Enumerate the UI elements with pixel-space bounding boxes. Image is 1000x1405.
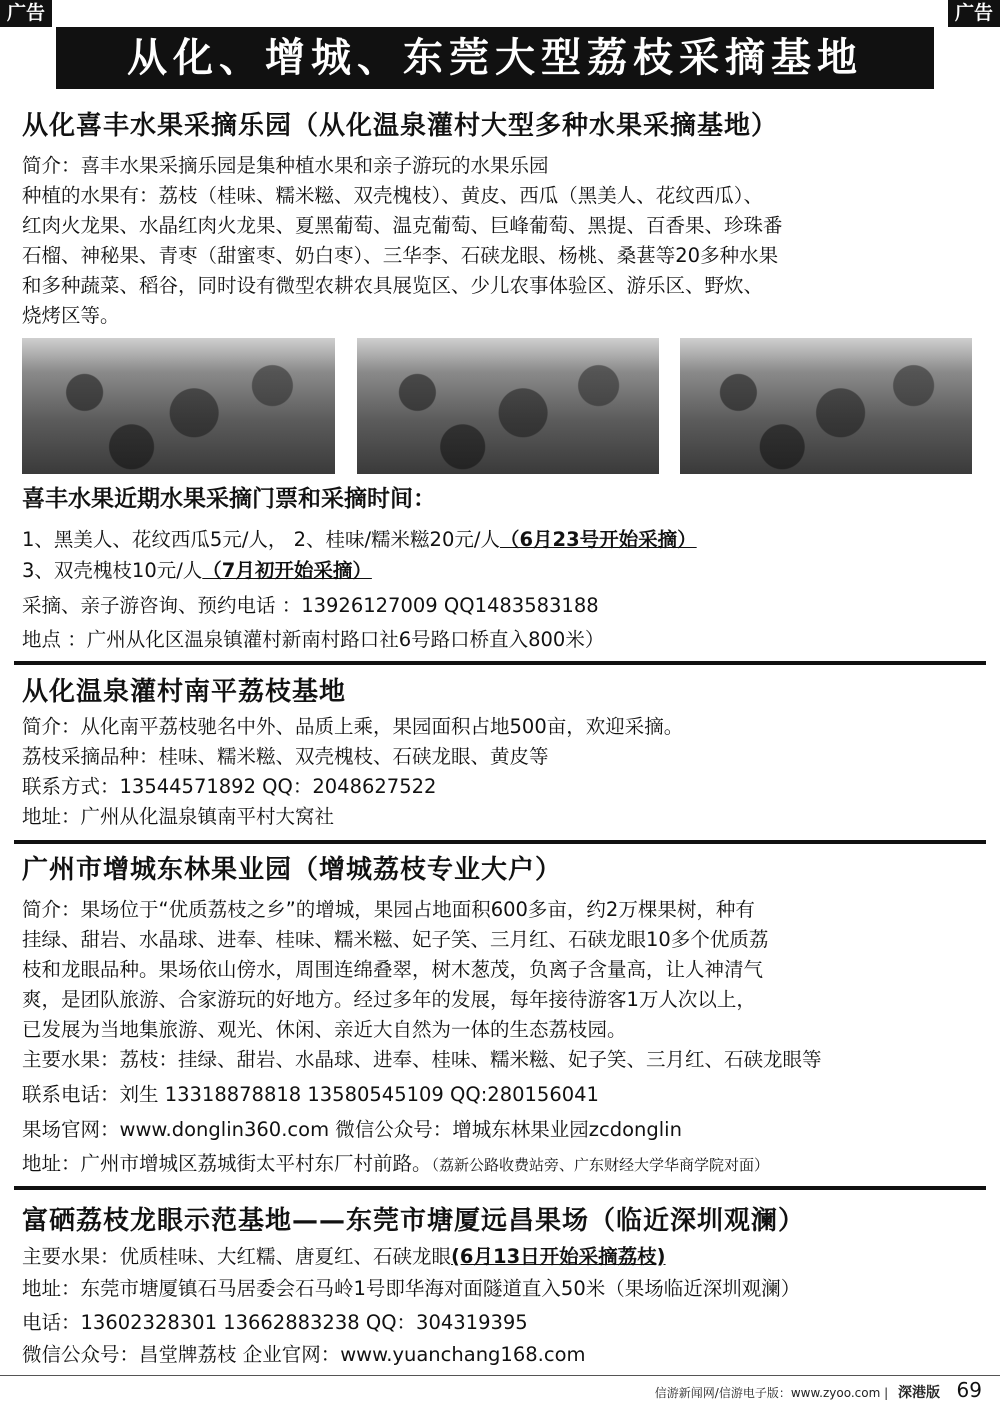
ticket-line-2-text: 3、双壳槐枝10元/人 [22, 559, 203, 582]
section2-intro: 简介：从化南平荔枝驰名中外、品质上乘，果园面积占地500亩，欢迎采摘。 [22, 715, 684, 738]
section4-main-fruits-text: 主要水果：优质桂味、大红糯、唐夏红、石硖龙眼 [22, 1245, 452, 1268]
section1-fruits-line: 和多种蔬菜、稻谷，同时设有微型农耕农具展览区、少儿农事体验区、游乐区、野炊、 [22, 274, 764, 297]
page-number: 69 [956, 1378, 982, 1402]
divider [14, 1186, 986, 1190]
section3-intro-line: 爽，是团队旅游、合家游玩的好地方。经过多年的发展，每年接待游客1万人次以上， [22, 988, 756, 1011]
section4-phone: 电话：13602328301 13662883238 QQ：304319395 [22, 1311, 528, 1334]
section2-address: 地址：广州从化温泉镇南平村大窝社 [22, 805, 335, 828]
divider [14, 661, 986, 665]
section4-address: 地址：东莞市塘厦镇石马居委会石马岭1号即华海对面隧道直入50米（果场临近深圳观澜） [22, 1277, 801, 1300]
section1-fruits-line: 红肉火龙果、水晶红肉火龙果、夏黑葡萄、温克葡萄、巨峰葡萄、黑提、百香果、珍珠番 [22, 214, 783, 237]
ticket-line-2-date: （7月初开始采摘） [202, 559, 372, 582]
divider [14, 840, 986, 844]
section3-address-note: （荔新公路收费站旁、广东财经大学华商学院对面） [431, 1156, 770, 1174]
section2-varieties: 荔枝采摘品种：桂味、糯米糍、双壳槐枝、石硖龙眼、黄皮等 [22, 745, 549, 768]
section3-title: 广州市增城东林果业园（增城荔枝专业大户） [22, 855, 563, 885]
section1-intro: 简介：喜丰水果采摘乐园是集种植水果和亲子游玩的水果乐园 [22, 154, 549, 177]
section3-address-text: 地址：广州市增城区荔城街太平村东厂村前路。 [22, 1152, 432, 1175]
orchard-trees-photo [680, 338, 972, 474]
section3-address [22, 1149, 769, 1180]
section3-intro-line: 已发展为当地集旅游、观光、休闲、亲近大自然为一体的生态荔枝园。 [22, 1018, 627, 1041]
ticket-line-1-text: 1、黑美人、花纹西瓜5元/人， 2、桂味/糯米糍20元/人 [22, 528, 500, 551]
section1-phone: 采摘、亲子游咨询、预约电话 ：13926127009 QQ1483583188 [22, 594, 599, 617]
section4-title: 富硒荔枝龙眼示范基地——东莞市塘厦远昌果场（临近深圳观澜） [22, 1206, 806, 1236]
section3-intro-line: 枝和龙眼品种。果场依山傍水，周围连绵叠翠，树木葱茂，负离子含量高，让人神清气 [22, 958, 764, 981]
footer-source: 信游新闻网/信游电子版：www.zyoo.com | 深港版 [654, 1385, 940, 1401]
ticket-line-1 [22, 525, 697, 555]
section4-main-fruits [22, 1242, 666, 1272]
footer-rule [0, 1375, 1000, 1376]
section1-fruits-line: 烧烤区等。 [22, 304, 120, 327]
ticket-line-2 [22, 556, 372, 586]
footer-edition: 深港版 [898, 1385, 940, 1401]
section3-website: 果场官网：www.donglin360.com 微信公众号：增城东林果业园zcdonglin [22, 1118, 682, 1141]
lychee-picking-photo [357, 338, 659, 474]
section2-title: 从化温泉灌村南平荔枝基地 [22, 677, 347, 707]
lychee-orchard-photo [22, 338, 335, 474]
section1-address: 地点 ：广州从化区温泉镇灌村新南村路口社6号路口桥直入800米） [22, 628, 605, 651]
ad-label-right: 广告 [948, 0, 1000, 27]
section1-title: 从化喜丰水果采摘乐园（从化温泉灌村大型多种水果采摘基地） [22, 111, 779, 141]
section1-fruits-line: 石榴、神秘果、青枣（甜蜜枣、奶白枣）、三华李、石硖龙眼、杨桃、桑葚等20多种水果 [22, 244, 779, 267]
section3-phone: 联系电话：刘生 13318878818 13580545109 QQ:280156041 [22, 1083, 599, 1106]
section1-fruits-line: 种植的水果有：荔枝（桂味、糯米糍、双壳槐枝）、黄皮、西瓜（黑美人、花纹西瓜）、 [22, 184, 764, 207]
section2-contact: 联系方式：13544571892 QQ：2048627522 [22, 775, 437, 798]
section3-main-fruits: 主要水果：荔枝：挂绿、甜岩、水晶球、进奉、桂味、糯米糍、妃子笑、三月红、石硖龙眼等 [22, 1048, 822, 1071]
ticket-line-1-date: （6月23号开始采摘） [499, 528, 697, 551]
tickets-title: 喜丰水果近期水果采摘门票和采摘时间： [22, 486, 436, 512]
section4-main-fruits-date: (6月13日开始采摘荔枝) [451, 1245, 666, 1268]
footer-source-text: 信游新闻网/信游电子版：www.zyoo.com [654, 1386, 881, 1400]
section3-intro-line: 挂绿、甜岩、水晶球、进奉、桂味、糯米糍、妃子笑、三月红、石硖龙眼10多个优质荔 [22, 928, 769, 951]
banner-title: 从化、增城、东莞大型荔枝采摘基地 [56, 27, 934, 89]
ad-label-left: 广告 [0, 0, 52, 27]
section4-wechat: 微信公众号：昌堂牌荔枝 企业官网：www.yuanchang168.com [22, 1343, 586, 1366]
section3-intro-line: 简介：果场位于“优质荔枝之乡”的增城，果园占地面积600多亩，约2万棵果树，种有 [22, 898, 755, 921]
